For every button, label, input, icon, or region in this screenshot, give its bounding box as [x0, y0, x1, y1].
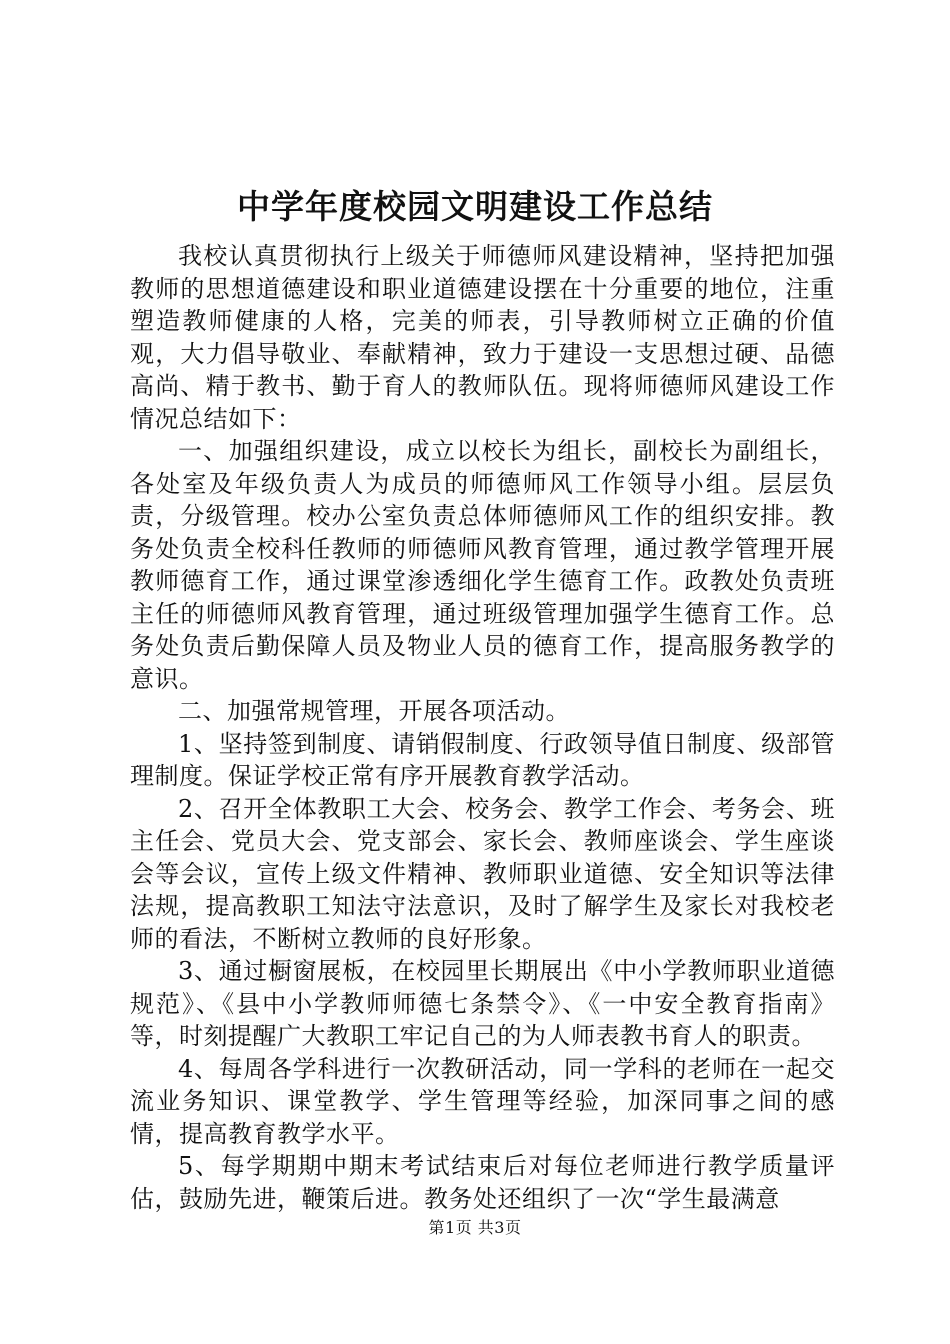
page-number-footer: 第1页 共3页 [428, 1218, 522, 1237]
paragraph-item-2: 2、召开全体教职工大会、校务会、教学工作会、考务会、班主任会、党员大会、党支部会、家长会、教师座谈会、学生座谈会等会议，宣传上级文件精神、教师职业道德、安全知识等法律法规，提高教职工知法守法意识，及时了解学生及家长对我校老师的看法，不断树立教师的良好形象。 [130, 794, 835, 953]
document-body [130, 240, 835, 1215]
paragraph-item-1: 1、坚持签到制度、请销假制度、行政领导值日制度、级部管理制度。保证学校正常有序开展教育教学活动。 [130, 729, 835, 790]
paragraph-organization: 一、加强组织建设，成立以校长为组长，副校长为副组长，各处室及年级负责人为成员的师德师风工作领导小组。层层负责，分级管理。校办公室负责总体师德师风工作的组织安排。教务处负责全校科任教师的师德师风教育管理，通过教学管理开展教师德育工作，通过课堂渗透细化学生德育工作。政教处负责班主任的师德师风教育管理，通过班级管理加强学生德育工作。总务处负责后勤保障人员及物业人员的德育工作，提高服务教学的意识。 [130, 437, 835, 693]
paragraph-section-two-heading: 二、加强常规管理，开展各项活动。 [178, 697, 570, 725]
paragraph-item-3: 3、通过橱窗展板，在校园里长期展出《中小学教师职业道德规范》、《县中小学教师师德七条禁令》、《一中安全教育指南》等，时刻提醒广大教职工牢记自己的为人师表教书育人的职责。 [130, 957, 835, 1050]
paragraph-intro: 我校认真贯彻执行上级关于师德师风建设精神，坚持把加强教师的思想道德建设和职业道德建设摆在十分重要的地位，注重塑造教师健康的人格，完美的师表，引导教师树立正确的价值观，大力倡导敬业、奉献精神，致力于建设一支思想过硬、品德高尚、精于教书、勤于育人的教师队伍。现将师德师风建设工作情况总结如下： [130, 242, 835, 433]
paragraph-item-4: 4、每周各学科进行一次教研活动，同一学科的老师在一起交流业务知识、课堂教学、学生管理等经验，加深同事之间的感情，提高教育教学水平。 [130, 1054, 835, 1148]
paragraph-item-5: 5、每学期期中期末考试结束后对每位老师进行教学质量评估，鼓励先进，鞭策后进。教务处还组织了一次“学生最满意 [130, 1152, 835, 1213]
document-title: 中学年度校园文明建设工作总结 [237, 187, 713, 226]
